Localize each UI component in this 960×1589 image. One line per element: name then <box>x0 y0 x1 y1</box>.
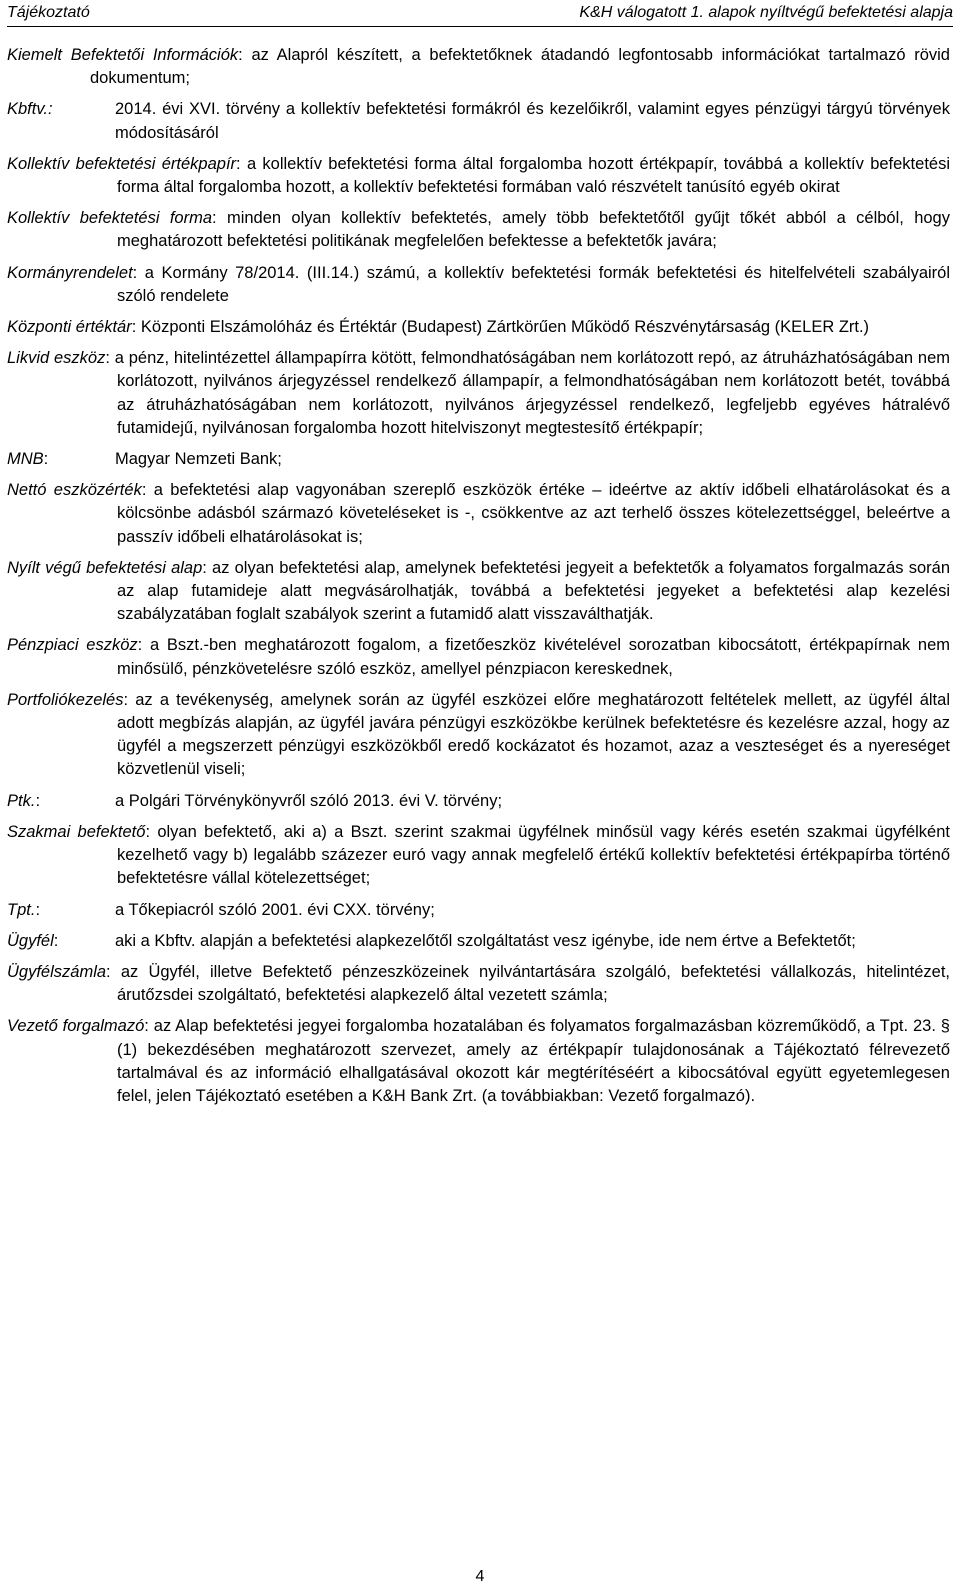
definition-ugyfel <box>7 930 950 953</box>
definition-term: Nyílt végű befektetési alap <box>7 558 203 577</box>
definition-term: Kormányrendelet <box>7 263 133 282</box>
header-left-title: Tájékoztató <box>7 4 90 21</box>
definition-text: a befektetési alap vagyonában szereplő eszközök értéke – ideértve az aktív időbeli elhatárolásokat és a kölcsönbe adásból származó követeléseket is -, csökkentve az azt terhelő összes kötelezettséggel, beleértve a passzív időbeli elhatárolásokat is; <box>117 481 951 546</box>
definition-kbftv <box>7 98 950 144</box>
definition-text: az Alap befektetési jegyei forgalomba hozatalában és folyamatos forgalmazásban közreműködő, a Tpt. 23. § (1) bekezdésében meghatározott szervezet, amely az értékpapír tulajdonosának a Tájékoztató félrevezető tartalmával és az információ elhallgatásával okozott kár megtérítéséért a kibocsátóval együtt egyetemlegesen felel, jelen Tájékoztató esetében a K&H Bank Zrt. (a továbbiakban: Vezető forgalmazó). <box>117 1017 950 1105</box>
definition-text: minden olyan kollektív befektetés, amely több befektetőtől gyűjt tőkét abból a célból, hogy meghatározott befektetési politikának megfelelően befektesse a befektetők javára; <box>117 209 950 251</box>
definition-text: a Bszt.-ben meghatározott fogalom, a fizetőeszköz kivételével sorozatban kibocsátott, értékpapírnak nem minősülő, pénzkövetelésre szóló eszköz, amellyel pénzpiacon kereskednek, <box>117 636 951 678</box>
definition-kozponti-ertektar: Központi értéktár: Központi Elszámolóház és Értéktár (Budapest) Zártkörűen Működő Részvénytársaság (KELER Zrt.) <box>7 318 870 337</box>
definition-text: az olyan befektetési alap, amelynek befektetési jegyeit a befektetők a folyamatos forgalmazás során az alap futamideje alatt megvásárolhatják, továbbá a befektetési jegyeket a befektetési alap kezelési szabályzatában foglalt szabályok szerint a futamidő alatt visszaválthatják. <box>117 558 950 624</box>
definition-term: Kbftv.: <box>7 100 53 119</box>
definition-term: Pénzpiaci eszköz <box>7 636 138 655</box>
definition-ptk <box>7 790 950 813</box>
definition-text: az Alapról készített, a befektetőknek átadandó legfontosabb információkat tartalmazó rövid dokumentum; <box>90 46 950 88</box>
definition-text: a kollektív befektetési forma által forgalomba hozott értékpapír, továbbá a kollektív befektetési forma által forgalomba hozott, a kollektív befektetési formában való részvételt tanúsító egyéb okirat <box>117 154 950 197</box>
definition-text: olyan befektető, aki a) a Bszt. szerint szakmai ügyfélnek minősül vagy kérés esetén szakmai ügyfélként kezelhető vagy b) legalább százezer euró vagy annak megfelelő értékű kollektív befektetési értékpapírba történő befektetésre vállal kötelezettséget; <box>117 822 950 888</box>
definitions-list <box>7 44 950 1116</box>
definition-term: Tpt.: <box>7 900 41 919</box>
definition-term: Ptk.: <box>7 791 41 810</box>
definition-text: a Polgári Törvénykönyvről szóló 2013. évi V. törvény; <box>115 791 503 810</box>
definition-text: az Ügyfél, illetve Befektető pénzeszközeinek nyilvántartására szolgáló, befektetési vállalkozás, hitelintézet, árutőzsdei szolgáltató, befektetési alapkezelő által vezetett számla; <box>110 962 950 1005</box>
definition-term: Kollektív befektetési értékpapír <box>7 154 237 173</box>
definition-ugyfelszamla: Ügyfélszámla: az Ügyfél, illetve Befektető pénzeszközeinek nyilvántartására szolgáló, befektetési vállalkozás, hitelintézet, árutőzsdei szolgáltató, befektetési alapkezelő által vezetett számla; <box>7 962 950 1005</box>
definition-text: Központi Elszámolóház és Értéktár (Budapest) Zártkörűen Működő Részvénytársaság (KELER Zrt.) <box>136 318 870 337</box>
definition-likvid-eszkoz: Likvid eszköz: a pénz, hitelintézettel állampapírra kötött, felmondhatóságában nem korlátozott repó, az átruházhatóságában nem korlátozott, nyilvános árjegyzéssel rendelkező állampapír, a felmondhatóságában nem korlátozott betét, továbbá az átruházhatóságában nem korlátozott, nyilvános árjegyzéssel rendelkező, legfeljebb egyéves hátralévő futamidejű, nyilvánosan forgalomba hozott hitelviszonyt megtestesítő értékpapír; <box>7 349 950 437</box>
definition-term: Ügyfélszámla <box>7 962 107 981</box>
definition-nyilt-vegu-befektetesi-alap: Nyílt végű befektetési alap: az olyan befektetési alap, amelynek befektetési jegyeit a befektetők a folyamatos forgalmazás során az alap futamideje alatt megvásárolhatják, továbbá a befektetési jegyeket a befektetési alap kezelési szabályzatában foglalt szabályok szerint a futamidő alatt visszaválthatják. <box>7 558 950 624</box>
definition-text: aki a Kbftv. alapján a befektetési alapkezelőtől szolgáltatást vesz igénybe, ide nem értve a Befektetőt; <box>115 931 856 950</box>
definition-szakmai-befekteto: Szakmai befektető: olyan befektető, aki a) a Bszt. szerint szakmai ügyfélnek minősül vagy kérés esetén szakmai ügyfélként kezelhető vagy b) legalább százezer euró vagy annak megfelelő értékű kollektív befektetési értékpapírba történő befektetésre vállal kötelezettséget; <box>7 822 950 888</box>
definition-term: Kollektív befektetési forma <box>7 209 213 228</box>
definition-vezeto-forgalmazo: Vezető forgalmazó: az Alap befektetési jegyei forgalomba hozatalában és folyamatos forgalmazásban közreműködő, a Tpt. 23. § (1) bekezdésében meghatározott szervezet, amely az értékpapír tulajdonosának a Tájékoztató félrevezető tartalmával és az információ elhallgatásával okozott kár megtérítéséért a kibocsátóval együtt egyetemlegesen felel, jelen Tájékoztató esetében a K&H Bank Zrt. (a továbbiakban: Vezető forgalmazó). <box>7 1017 950 1105</box>
header-right-title: K&H válogatott 1. alapok nyíltvégű befektetési alapja <box>579 4 953 21</box>
definition-text: a Kormány 78/2014. (III.14.) számú, a kollektív befektetési formák befektetési és hitelfelvételi szabályairól szóló rendelete <box>117 263 950 305</box>
definition-term: Nettó eszközérték <box>7 481 142 500</box>
definition-text: Magyar Nemzeti Bank; <box>115 450 282 469</box>
definition-term: Központi értéktár <box>7 318 132 337</box>
definition-portfoliokezeles: Portfoliókezelés: az a tevékenység, amelynek során az ügyfél eszközei előre meghatározott feltételek mellett, az ügyfél által adott megbízás alapján, az ügyfél javára pénzügyi eszközökbe kerülnek befektetésre és kezelésre azzal, hogy az ügyfél a megszerzett pénzügyi eszközökből eredő kockázatot és hozamot, azaz a veszteséget és a nyereséget közvetlenül viseli; <box>7 690 950 779</box>
definition-text: a Tőkepiacról szóló 2001. évi CXX. törvény; <box>115 900 435 919</box>
definition-term: Portfoliókezelés <box>7 690 124 709</box>
page-number: 4 <box>475 1568 485 1585</box>
definition-text: az a tevékenység, amelynek során az ügyfél eszközei előre meghatározott feltételek mellett, az ügyfél által adott megbízás alapján, az ügyfél javára pénzügyi eszközökbe kerülnek befektetésre és kezelésre azzal, hogy az ügyfél a megszerzett pénzügyi eszközökből eredő kockázatot és hozamot, azaz a veszteséget és a nyereséget közvetlenül viseli; <box>117 690 950 779</box>
definition-term: Kiemelt Befektetői Információk <box>7 46 239 64</box>
definition-text: 2014. évi XVI. törvény a kollektív befektetési formákról és kezelőikről, valamint egyes pénzügyi tárgyú törvények módosításáról <box>115 100 950 142</box>
definition-term: MNB: <box>7 450 49 469</box>
definition-kollektiv-befektetesi-ertekpapir: Kollektív befektetési értékpapír: a kollektív befektetési forma által forgalomba hozott értékpapír, továbbá a kollektív befektetési forma által forgalomba hozott, a kollektív befektetési formában való részvételt tanúsító egyéb okirat <box>7 154 950 197</box>
definition-kiemelt-befektetoi-informaciok: Kiemelt Befektetői Információk: az Alapról készített, a befektetőknek átadandó legfontosabb információkat tartalmazó rövid dokumentum; <box>7 46 950 88</box>
page-header <box>7 0 953 27</box>
definition-term: Ügyfél: <box>7 931 59 950</box>
definition-mnb <box>7 448 950 471</box>
definition-tpt <box>7 899 950 922</box>
definition-term: Szakmai befektető <box>7 822 146 841</box>
definition-term: Likvid eszköz <box>7 349 106 368</box>
definition-netto-eszkozertek: Nettó eszközérték: a befektetési alap vagyonában szereplő eszközök értéke – ideértve az aktív időbeli elhatárolásokat és a kölcsönbe adásból származó követeléseket is -, csökkentve az azt terhelő összes kötelezettséggel, beleértve a passzív időbeli elhatárolásokat is; <box>7 481 951 546</box>
definition-kollektiv-befektetesi-forma: Kollektív befektetési forma: minden olyan kollektív befektetés, amely több befektetőtől gyűjt tőkét abból a célból, hogy meghatározott befektetési politikának megfelelően befektesse a befektetők javára; <box>7 209 950 251</box>
definition-penzpiaci-eszkoz: Pénzpiaci eszköz: a Bszt.-ben meghatározott fogalom, a fizetőeszköz kivételével sorozatban kibocsátott, értékpapírnak nem minősülő, pénzkövetelésre szóló eszköz, amellyel pénzpiacon kereskednek, <box>7 636 951 678</box>
definition-term: Vezető forgalmazó <box>7 1017 145 1036</box>
definition-text: a pénz, hitelintézettel állampapírra kötött, felmondhatóságában nem korlátozott repó, az átruházhatóságában nem korlátozott, nyilvános árjegyzéssel rendelkező állampapír, a felmondhatóságában nem korlátozott betét, továbbá az átruházhatóságában nem korlátozott, nyilvános árjegyzéssel rendelkező, legfeljebb egyéves hátralévő futamidejű, nyilvánosan forgalomba hozott hitelviszonyt megtestesítő értékpapír; <box>109 349 950 437</box>
definition-kormanyrendelet: Kormányrendelet: a Kormány 78/2014. (III.14.) számú, a kollektív befektetési formák befektetési és hitelfelvételi szabályairól szóló rendelete <box>7 263 950 305</box>
